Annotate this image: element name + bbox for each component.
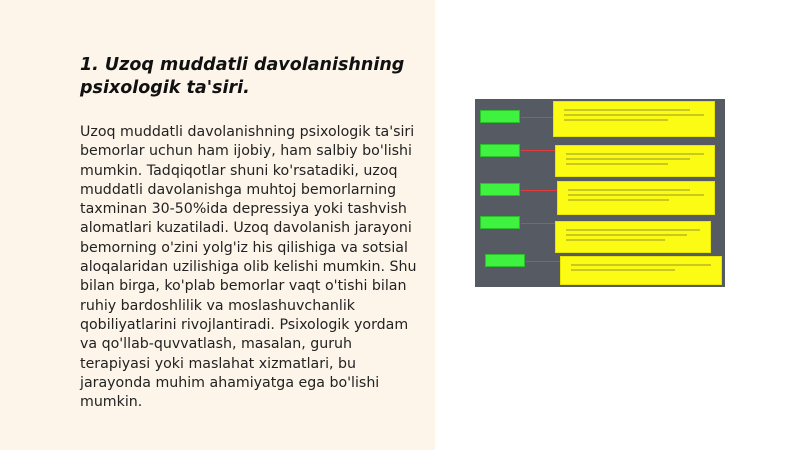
diagram-connector-3 [521,190,557,191]
diagram-connector-4 [521,223,555,224]
diagram-connector-2 [521,150,555,151]
diagram-connector-1 [521,117,553,118]
diagram-callout-2 [555,145,715,177]
diagram-callout-1 [553,101,715,137]
diagram-node-4 [480,216,520,229]
diagram-image [475,99,725,287]
diagram-callout-5 [560,256,722,285]
diagram-node-1 [480,110,520,123]
diagram-node-3 [480,183,520,196]
diagram-callout-3 [557,181,715,215]
diagram-node-5 [485,254,525,267]
slide-heading: 1. Uzoq muddatli davolanishning psixologik ta'siri. [80,55,405,98]
slide-body-text: Uzoq muddatli davolanishning psixologik ta'siri bemorlar uchun ham ijobiy, ham salbiy bo'lishi mumkin. Tadqiqotlar shuni ko'rsatadiki, uzoq muddatli davolanishga muhtoj bemorlarning taxminan 30-50%ida depressiya yoki tashvish alomatlari kuzatiladi. Uzoq davolanish jarayoni bemorning o'zini yolg'iz his qilishiga va sotsial aloqalaridan uzilishiga olib kelishi mumkin. Shu bilan birga, ko'plab bemorlar vaqt o'tishi bilan ruhiy bardoshlilik va moslashuvchanlik qobiliyatlarini rivojlantiradi. Psixologik yordam va qo'llab-quvvatlash, masalan, guruh terapiyasi yoki maslahat xizmatlari, bu jarayonda muhim ahamiyatga ega bo'lishi mumkin. [80,124,417,411]
diagram-connector-5 [526,261,560,262]
diagram-callout-4 [555,221,711,253]
diagram-node-2 [480,144,520,157]
